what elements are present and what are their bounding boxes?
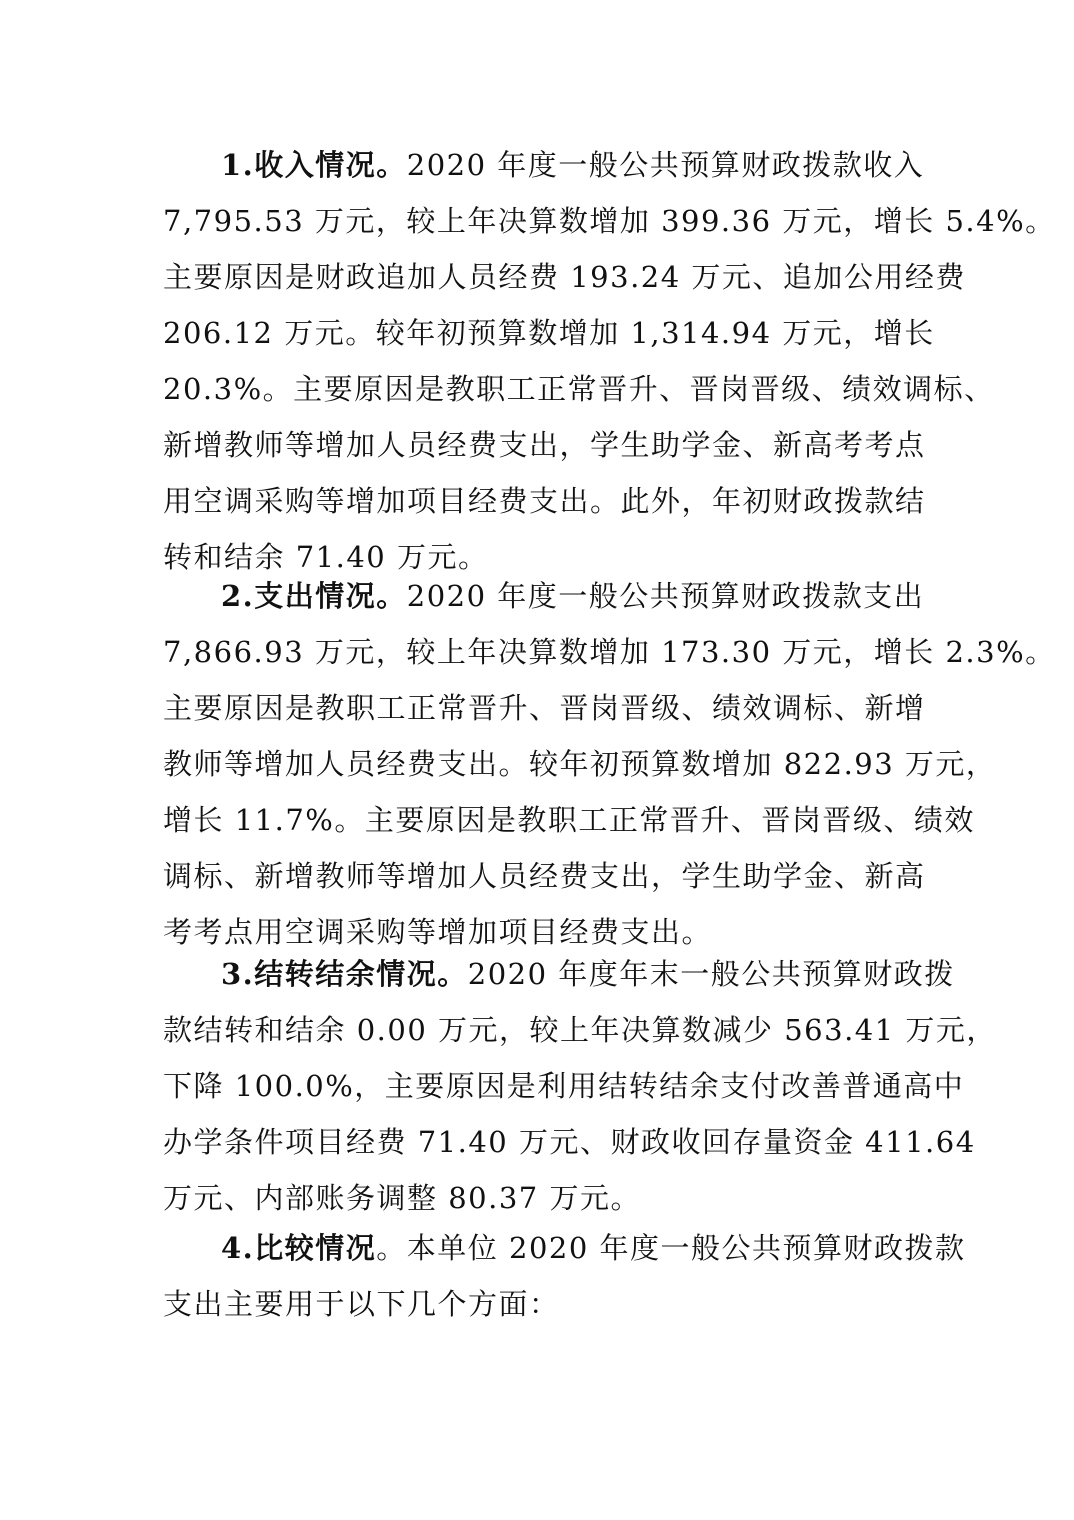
text-line: 万元、内部账务调整 80.37 万元。 <box>163 1181 641 1215</box>
text-line: 下降 100.0%，主要原因是利用结转结余支付改善普通高中 <box>163 1069 965 1103</box>
section-first-line <box>163 137 943 193</box>
text-line: 调标、新增教师等增加人员经费支出，学生助学金、新高 <box>163 859 926 893</box>
text-line: 教师等增加人员经费支出。较年初预算数增加 822.93 万元， <box>163 747 997 781</box>
section-first-line <box>163 1220 966 1276</box>
section-text: 。本单位 2020 年度一般公共预算财政拨款 <box>376 1231 966 1265</box>
text-line: 办学条件项目经费 71.40 万元、财政收回存量资金 411.64 <box>163 1125 976 1159</box>
text-line: 新增教师等增加人员经费支出，学生助学金、新高考考点 <box>163 428 926 462</box>
section-text: 2020 年度一般公共预算财政拨款收入 <box>406 148 925 182</box>
text-line: 考考点用空调采购等增加项目经费支出。 <box>163 915 713 949</box>
section-first-line <box>163 568 943 624</box>
text-line: 转和结余 71.40 万元。 <box>163 540 489 574</box>
text-line: 款结转和结余 0.00 万元，较上年决算数减少 563.41 万元， <box>163 1013 997 1047</box>
section-heading: 3.结转结余情况。 <box>221 957 468 991</box>
text-line: 支出主要用于以下几个方面： <box>163 1287 560 1321</box>
text-line: 20.3%。主要原因是教职工正常晋升、晋岗晋级、绩效调标、 <box>163 372 995 406</box>
section-heading: 4.比较情况 <box>221 1231 377 1265</box>
section-carryover <box>163 946 997 1226</box>
section-comparison <box>163 1220 966 1332</box>
section-income <box>163 137 1056 585</box>
section-first-line <box>163 946 955 1002</box>
section-text: 2020 年度一般公共预算财政拨款支出 <box>406 579 925 613</box>
section-expenditure <box>163 568 1056 960</box>
section-text: 2020 年度年末一般公共预算财政拨 <box>467 957 955 991</box>
text-line: 用空调采购等增加项目经费支出。此外，年初财政拨款结 <box>163 484 926 518</box>
text-line: 7,866.93 万元，较上年决算数增加 173.30 万元，增长 2.3%。 <box>163 635 1056 669</box>
section-heading: 2.支出情况。 <box>221 579 407 613</box>
text-line: 206.12 万元。较年初预算数增加 1,314.94 万元，增长 <box>163 316 935 350</box>
text-line: 7,795.53 万元，较上年决算数增加 399.36 万元，增长 5.4%。 <box>163 204 1056 238</box>
section-heading: 1.收入情况。 <box>221 148 407 182</box>
text-line: 增长 11.7%。主要原因是教职工正常晋升、晋岗晋级、绩效 <box>163 803 975 837</box>
text-line: 主要原因是教职工正常晋升、晋岗晋级、绩效调标、新增 <box>163 691 926 725</box>
text-line: 主要原因是财政追加人员经费 193.24 万元、追加公用经费 <box>163 260 966 294</box>
